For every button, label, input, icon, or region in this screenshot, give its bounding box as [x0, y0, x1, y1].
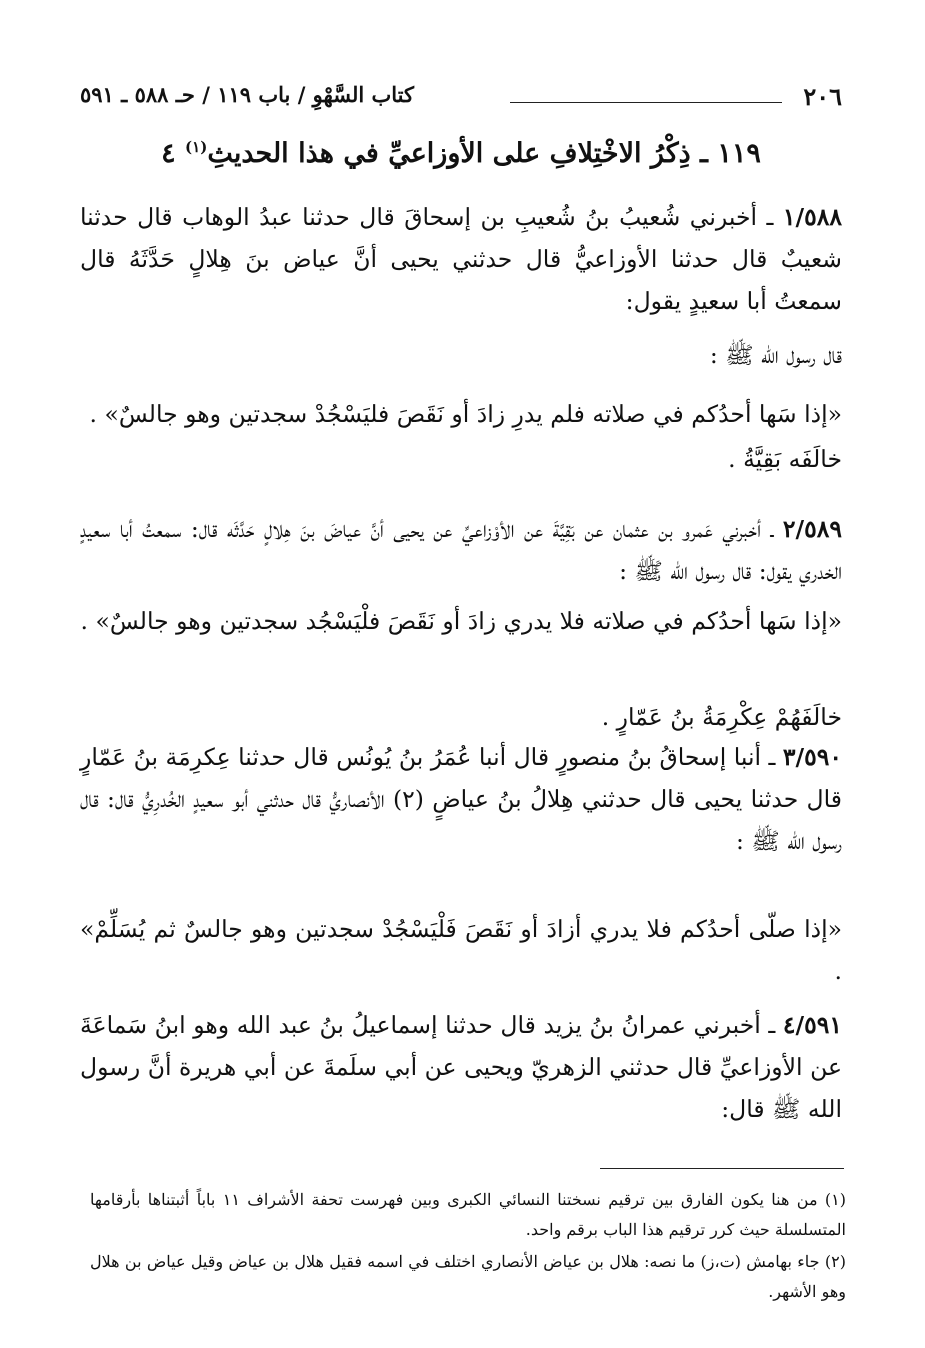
hadith-quote	[80, 908, 842, 992]
page-number: ٢٠٦	[803, 82, 842, 111]
footnote-2	[90, 1247, 846, 1307]
chapter-title-text: ١١٩ ـ ذِكْرُ الاخْتِلافِ على الأوزاعيِّ في هذا الحديثِ	[207, 138, 761, 169]
hadith-590	[80, 736, 842, 862]
footnote-text: جاء بهامش (ت،ز) ما نصه: هلال بن عياض الأنصاري اختلف في اسمه فقيل هلال بن عياض وقيل عياض بن هلال وهو الأشهر.	[90, 1252, 846, 1301]
paragraph-text: خالَفَه بَقِيَّةُ .	[728, 445, 842, 473]
hadith-text: ـ أخبرني شُعيبُ بنُ شُعيبِ بن إسحاقَ قال حدثنا عبدُ الوهاب قال حدثنا شعيبٌ قال حدثنا الأوزاعيُّ قال حدثني يحيى أنَّ عياض بنَ هِلالٍ حَدَّثَهُ قال سمعتُ أبا سعيدٍ يقول:	[80, 203, 842, 315]
hadith-text: ـ أنبا إسحاقُ بنُ منصورٍ قال أنبا عُمَرُ بنُ يُونُس قال حدثنا عِكرِمَة بنُ عَمّارٍ قال حدثنا يحيى قال حدثني هِلالُ بنُ عياضٍ (٢) الأنصاريُّ قال حدثني أبو سعيدٍ الخُدرِيُّ قال: قال رسول الله ﷺ :	[80, 743, 842, 855]
footnote-mark: (١)	[824, 1190, 847, 1209]
prophet-saying-intro	[80, 334, 842, 376]
chapter-title	[80, 138, 842, 169]
quote-text: «إذا صلّى أحدُكم فلا يدري أزادَ أو نَقَصَ فَلْيَسْجُدْ سجدتين وهو جالسٌ ثم يُسَلِّمْ» .	[80, 915, 842, 985]
footnote-1	[90, 1185, 846, 1245]
hadith-text: ـ أخبرني عَمرو بن عثمان عن بَقِيَّةَ عن الأوْزاعيِّ عن يحيى أنَّ عياضَ بنَ هِلالٍ حَدَّثَه قال: سمعتُ أبا سعيدٍ الخدري يقول: قال رسول الله ﷺ :	[80, 515, 842, 585]
running-title: كتاب السَّهْوِ / باب ١١٩ / حـ ٥٨٨ ـ ٥٩١	[80, 82, 414, 107]
paragraph-text: خالَفَهُمْ عِكْرِمَةُ بنُ عَمّارٍ .	[601, 703, 842, 731]
hadith-591	[80, 1004, 842, 1130]
hadith-588	[80, 196, 842, 322]
header-rule	[510, 102, 782, 103]
hadith-number: ١/٥٨٨	[782, 203, 842, 231]
footnote-mark: (٢)	[824, 1252, 846, 1271]
hadith-number: ٢/٥٨٩	[782, 515, 842, 543]
hadith-quote	[80, 393, 842, 435]
hadith-number: ٣/٥٩٠	[782, 743, 842, 771]
quote-text: «إذا سَها أحدُكم في صلاته فلا يدري زادَ أو نَقَصَ فلْيَسْجُد سجدتين وهو جالسٌ» .	[80, 607, 842, 635]
footnote-ref-1: (١)	[185, 138, 208, 156]
page-header	[80, 82, 842, 122]
narrator-variance-note	[80, 696, 842, 738]
chapter-title-tail: ٤	[161, 138, 176, 169]
hadith-589	[80, 508, 842, 592]
narrator-variance-note	[80, 438, 842, 480]
footnote-text: من هنا يكون الفارق بين ترقيم نسختنا النسائي الكبرى وبين فهرست تحفة الأشراف ١١ باباً أثبتناها بأرقامها المتسلسلة حيث كرر ترقيم هذا الباب برقم واحد.	[90, 1190, 846, 1239]
hadith-quote	[80, 600, 842, 642]
hadith-number: ٤/٥٩١	[782, 1011, 842, 1039]
hadith-text: ـ أخبرني عمرانُ بنُ يزيد قال حدثنا إسماعيلُ بنُ عبد الله وهو ابنُ سَماعَةَ عن الأوزاعيِّ قال حدثني الزهريّ ويحيى عن أبي سلَمةَ عن أبي هريرة أنَّ رسول الله ﷺ قال:	[80, 1011, 842, 1123]
paragraph-text: قال رسول الله ﷺ :	[709, 341, 842, 369]
footnote-divider	[600, 1168, 844, 1169]
quote-text: «إذا سَها أحدُكم في صلاته فلم يدرِ زادَ أو نَقَصَ فليَسْجُدْ سجدتين وهو جالسٌ» .	[89, 400, 842, 428]
